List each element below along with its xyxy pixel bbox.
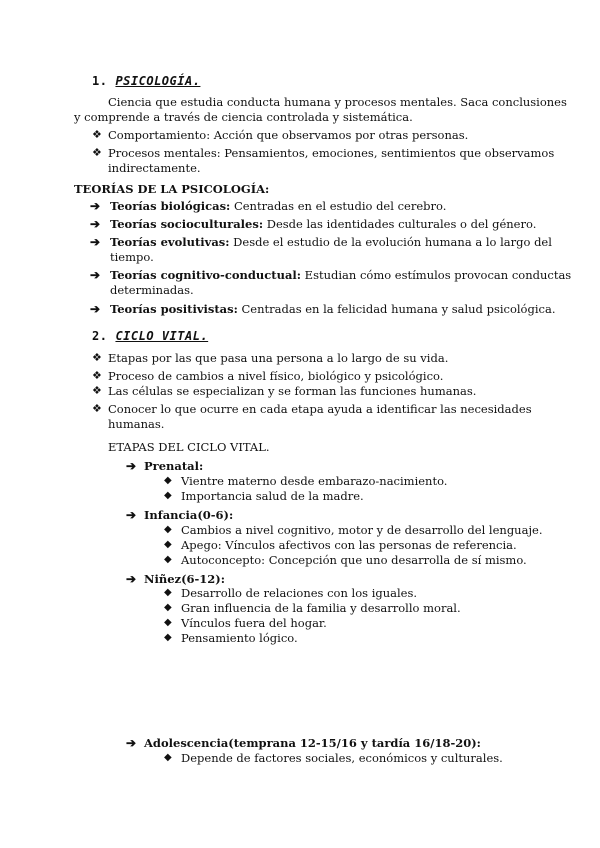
theory-cognitivo-conductual: Teorías cognitivo-conductual: Estudian cómo estímulos provocan conductas	[110, 268, 572, 282]
diamond-icon: ◆	[164, 632, 172, 643]
intro-line-2: y comprende a través de ciencia controlada y sistemática.	[74, 110, 413, 124]
arrow-icon: ➔	[90, 302, 101, 316]
stage-prenatal: Prenatal:	[144, 459, 204, 473]
prenatal-item-1: Vientre materno desde embarazo-nacimiento.	[181, 474, 448, 488]
ciclo-bullet-3: Las células se especializan y se forman las funciones humanas.	[108, 384, 477, 398]
arrow-icon: ➔	[90, 235, 101, 249]
bullet-icon: ❖	[92, 402, 102, 415]
section-2-title: CICLO VITAL.	[115, 329, 209, 343]
ninez-item-1: Desarrollo de relaciones con los iguales.	[181, 586, 418, 600]
ninez-item-4: Pensamiento lógico.	[181, 631, 298, 645]
adolescencia-item-1: Depende de factores sociales, económicos y culturales.	[181, 751, 503, 765]
bullet-procesos-line-1: Procesos mentales: Pensamientos, emociones, sentimientos que observamos	[108, 146, 555, 160]
ciclo-bullet-1: Etapas por las que pasa una persona a lo largo de su vida.	[108, 351, 449, 365]
ninez-item-3: Vínculos fuera del hogar.	[181, 616, 327, 630]
intro-line-1: Ciencia que estudia conducta humana y procesos mentales. Saca conclusiones	[108, 95, 567, 109]
bullet-icon: ❖	[92, 128, 102, 141]
diamond-icon: ◆	[164, 587, 172, 598]
infancia-item-2: Apego: Vínculos afectivos con las personas de referencia.	[181, 538, 517, 552]
stage-infancia: Infancia(0-6):	[144, 508, 234, 522]
arrow-icon: ➔	[90, 217, 101, 231]
stage-adolescencia: Adolescencia(temprana 12-15/16 y tardía 16/18-20):	[144, 736, 481, 750]
diamond-icon: ◆	[164, 752, 172, 763]
theories-heading: TEORÍAS DE LA PSICOLOGÍA:	[74, 182, 270, 196]
section-1-title: PSICOLOGÍA.	[115, 74, 201, 88]
diamond-icon: ◆	[164, 524, 172, 535]
ciclo-bullet-2: Proceso de cambios a nivel físico, biológico y psicológico.	[108, 369, 444, 383]
theory-cognitivo-line-2: determinadas.	[110, 283, 194, 297]
section-2-heading	[92, 329, 208, 343]
diamond-icon: ◆	[164, 554, 172, 565]
infancia-item-3: Autoconcepto: Concepción que uno desarrolla de sí mismo.	[181, 553, 527, 567]
section-1-number: 1.	[92, 74, 108, 88]
diamond-icon: ◆	[164, 617, 172, 628]
theory-evolutivas: Teorías evolutivas: Desde el estudio de la evolución humana a lo largo del	[110, 235, 552, 249]
bullet-icon: ❖	[92, 146, 102, 159]
stages-heading: ETAPAS DEL CICLO VITAL.	[108, 440, 270, 454]
arrow-icon: ➔	[90, 199, 101, 213]
section-1-heading	[92, 74, 200, 88]
theory-evolutivas-line-2: tiempo.	[110, 250, 154, 264]
infancia-item-1: Cambios a nivel cognitivo, motor y de desarrollo del lenguaje.	[181, 523, 543, 537]
stage-ninez: Niñez(6-12):	[144, 572, 225, 586]
theory-biologicas: Teorías biológicas: Centradas en el estudio del cerebro.	[110, 199, 447, 213]
theory-positivistas: Teorías positivistas: Centradas en la felicidad humana y salud psicológica.	[110, 302, 556, 316]
prenatal-item-2: Importancia salud de la madre.	[181, 489, 364, 503]
bullet-procesos-line-2: indirectamente.	[108, 161, 201, 175]
diamond-icon: ◆	[164, 490, 172, 501]
theory-socioculturales: Teorías socioculturales: Desde las identidades culturales o del género.	[110, 217, 537, 231]
arrow-icon: ➔	[126, 736, 137, 750]
diamond-icon: ◆	[164, 475, 172, 486]
ciclo-bullet-4: Conocer lo que ocurre en cada etapa ayuda a identificar las necesidades	[108, 402, 532, 416]
arrow-icon: ➔	[126, 459, 137, 473]
section-2-number: 2.	[92, 329, 108, 343]
diamond-icon: ◆	[164, 539, 172, 550]
ninez-item-2: Gran influencia de la familia y desarrollo moral.	[181, 601, 461, 615]
diamond-icon: ◆	[164, 602, 172, 613]
arrow-icon: ➔	[126, 572, 137, 586]
arrow-icon: ➔	[126, 508, 137, 522]
bullet-icon: ❖	[92, 384, 102, 397]
bullet-comportamiento: Comportamiento: Acción que observamos por otras personas.	[108, 128, 469, 142]
arrow-icon: ➔	[90, 268, 101, 282]
bullet-icon: ❖	[92, 369, 102, 382]
ciclo-bullet-4-line-2: humanas.	[108, 417, 165, 431]
bullet-icon: ❖	[92, 351, 102, 364]
